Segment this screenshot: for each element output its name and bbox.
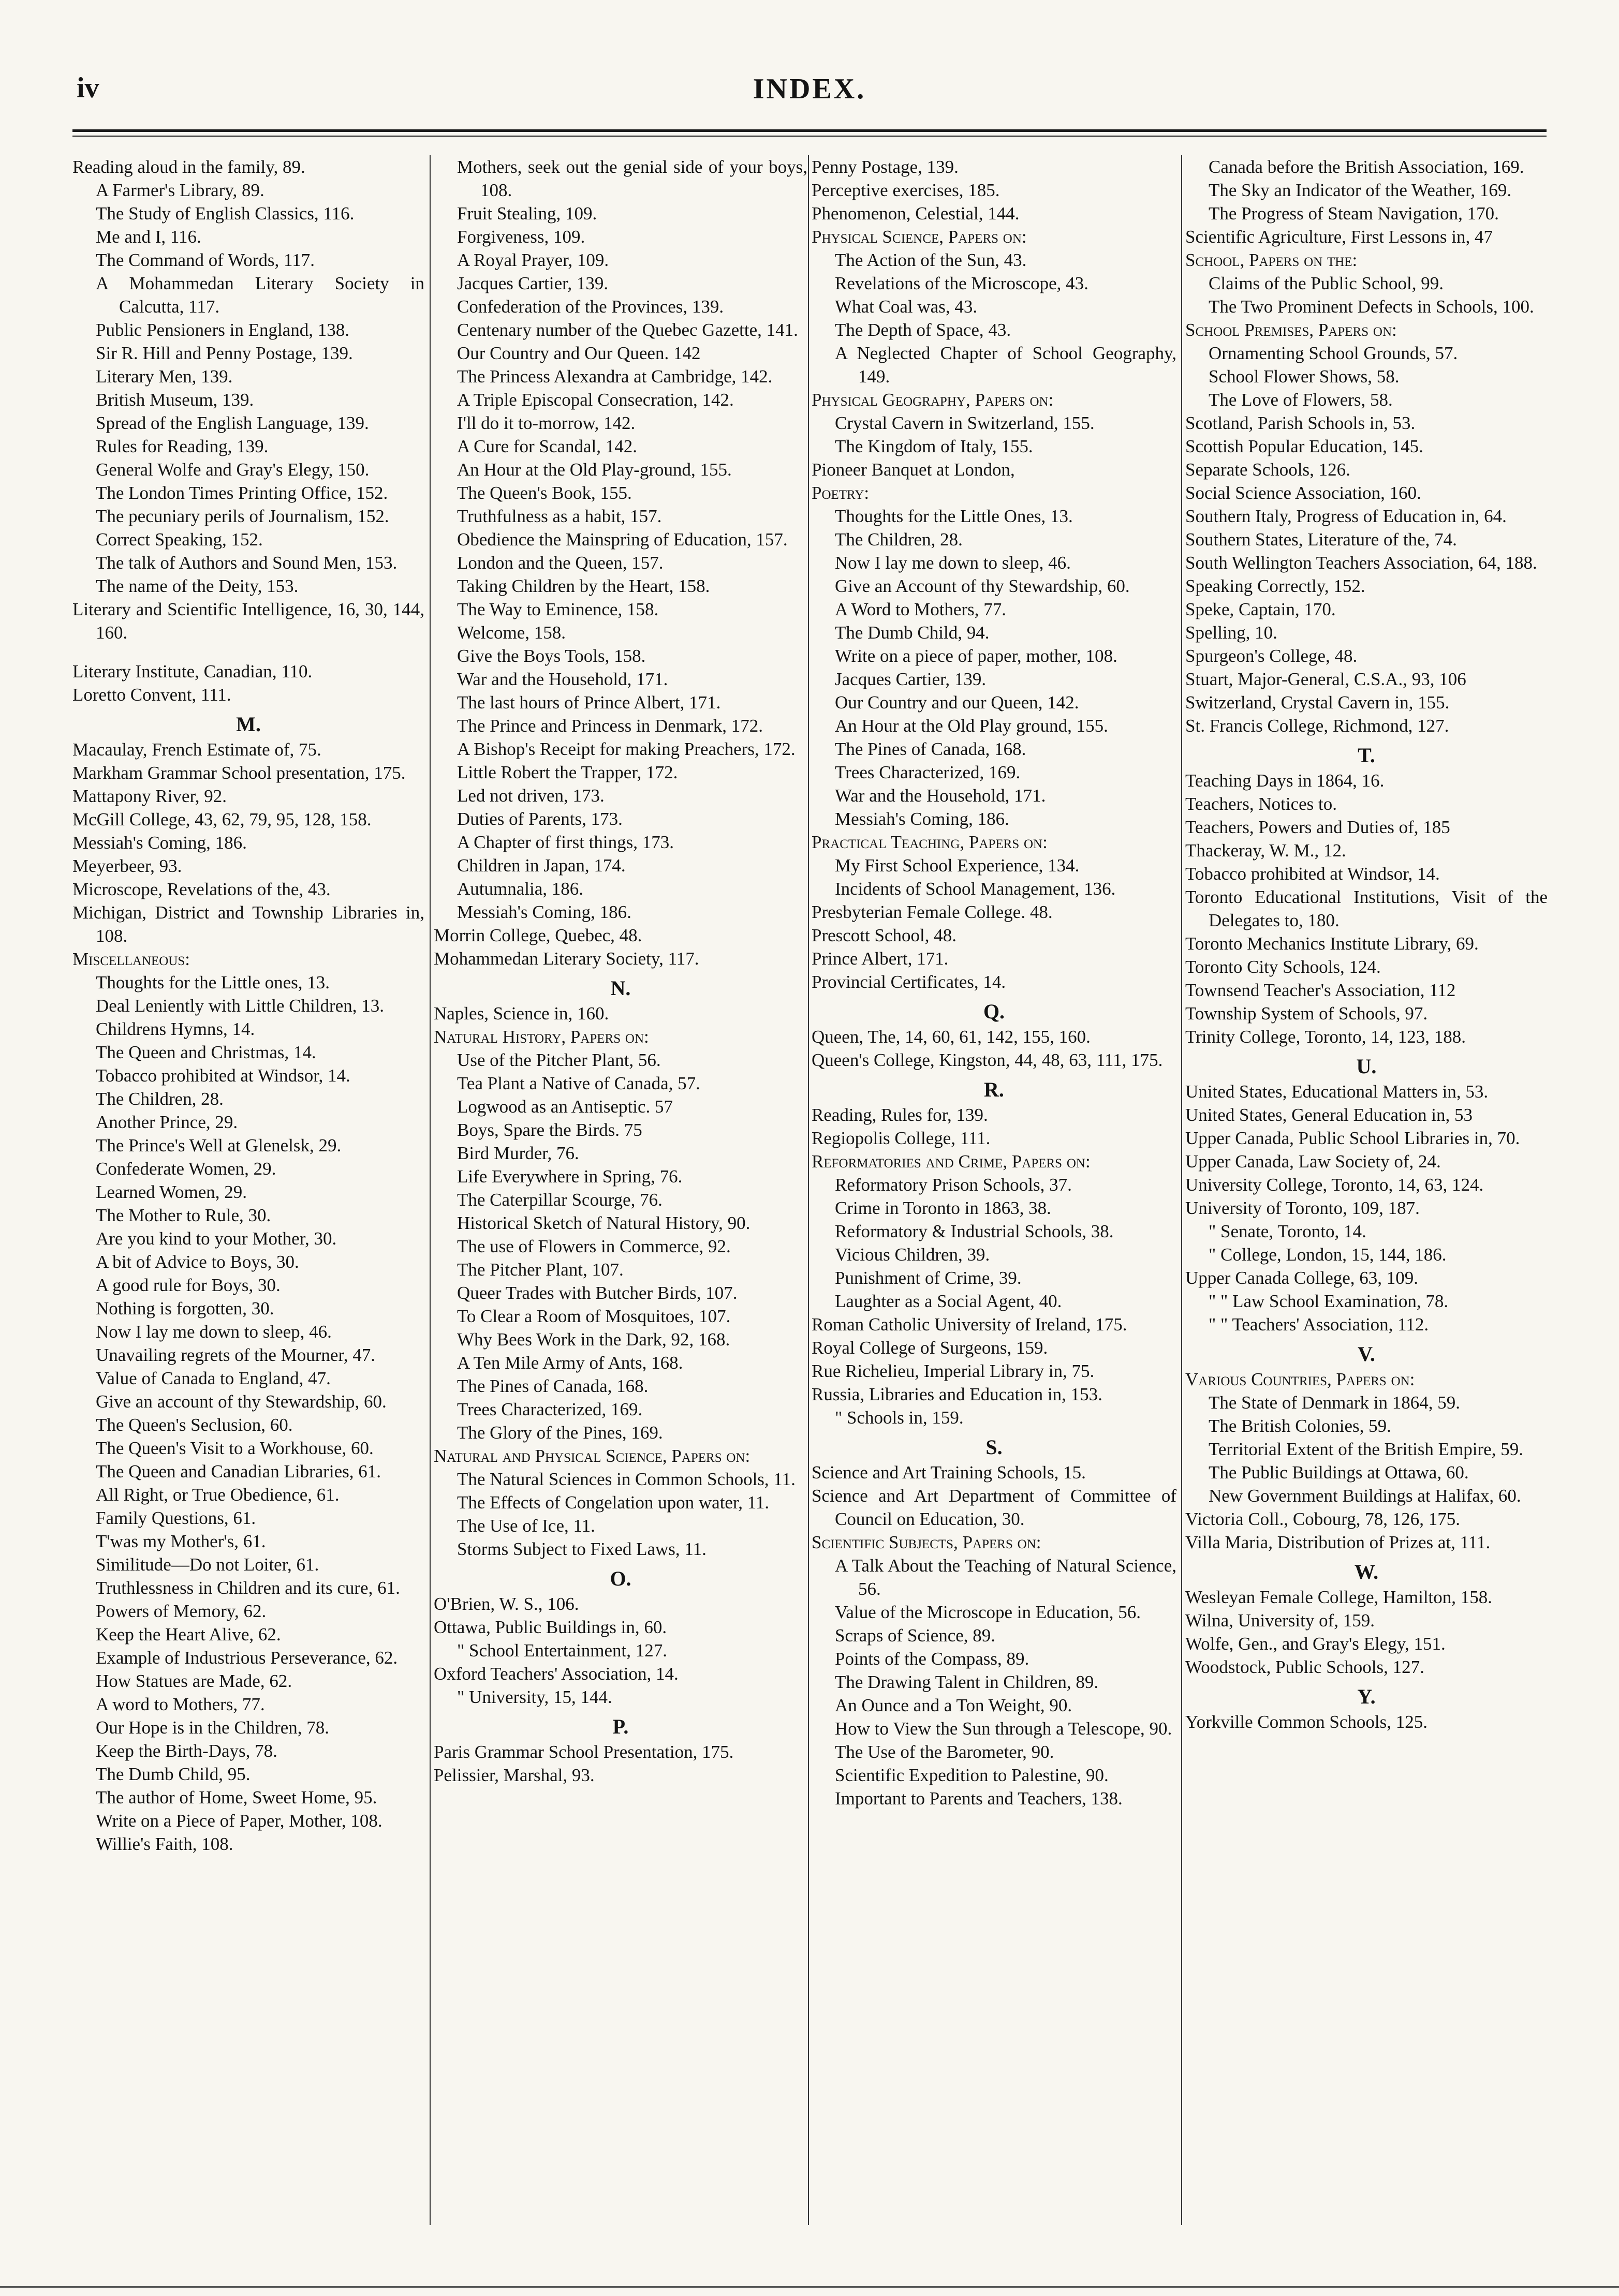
index-subentry: The Queen and Christmas, 14. [96,1042,316,1062]
index-entry: McGill College, 43, 62, 79, 95, 128, 158. [72,809,372,829]
index-subentry: Willie's Faith, 108. [96,1834,233,1854]
index-subentry: Important to Parents and Teachers, 138. [835,1788,1123,1809]
index-subentry: The Dumb Child, 94. [835,623,990,643]
index-subentry: Family Questions, 61. [96,1508,256,1528]
index-subentry: All Right, or True Obedience, 61. [96,1485,340,1505]
index-entry: Upper Canada College, 63, 109. [1185,1268,1419,1288]
index-subentry: Autumnalia, 186. [457,879,583,899]
index-entry: Pioneer Banquet at London, [812,460,1015,480]
index-entry: Prince Albert, 171. [812,949,949,969]
index-entry: Thackeray, W. M., 12. [1185,840,1346,861]
index-subentry: New Government Buildings at Halifax, 60. [1209,1486,1521,1506]
index-subentry: Thoughts for the Little ones, 13. [96,972,330,993]
index-subentry: The Queen and Canadian Libraries, 61. [96,1461,381,1482]
index-subentry: Now I lay me down to sleep, 46. [96,1322,332,1342]
index-subentry: Duties of Parents, 173. [457,809,623,829]
index-subentry: An Hour at the Old Play ground, 155. [835,716,1108,736]
index-subentry: Points of the Compass, 89. [835,1649,1029,1669]
index-subentry: Laughter as a Social Agent, 40. [835,1291,1062,1311]
index-entry: Physical Science, Papers on: [812,227,1027,247]
index-entry: United States, General Education in, 53 [1185,1105,1473,1125]
index-subentry: Claims of the Public School, 99. [1209,273,1444,293]
index-entry: Woodstock, Public Schools, 127. [1185,1657,1424,1677]
index-subentry: Historical Sketch of Natural History, 90. [457,1213,750,1233]
section-letter-heading: M. [236,713,261,736]
section-letter-heading: W. [1354,1560,1379,1583]
index-entry: Literary and Scientific Intelligence, 16, 30, 144, 160. [72,599,424,643]
index-subentry: Use of the Pitcher Plant, 56. [457,1050,661,1070]
index-subentry: School Flower Shows, 58. [1209,366,1400,387]
index-subentry: Scraps of Science, 89. [835,1625,996,1646]
index-entry: Spelling, 10. [1185,623,1277,643]
index-subentry: " " Teachers' Association, 112. [1209,1314,1429,1335]
index-entry: Toronto Educational Institutions, Visit of the Delegates to, 180. [1185,887,1548,930]
index-subentry: The Queen's Visit to a Workhouse, 60. [96,1438,374,1458]
index-entry: Messiah's Coming, 186. [72,833,247,853]
index-entry: Victoria Coll., Cobourg, 78, 126, 175. [1185,1509,1460,1529]
index-subentry: Correct Speaking, 152. [96,529,263,550]
page-title: INDEX. [753,73,866,105]
index-entry: Science and Art Department of Committee of Council on Education, 30. [812,1486,1176,1529]
index-subentry: The author of Home, Sweet Home, 95. [96,1787,377,1808]
index-subentry: Incidents of School Management, 136. [835,879,1116,899]
index-subentry: Example of Industrious Perseverance, 62. [96,1648,398,1668]
index-subentry: The Pines of Canada, 168. [835,739,1026,759]
index-entry: Regiopolis College, 111. [812,1128,991,1148]
index-entry: Wilna, University of, 159. [1185,1610,1375,1631]
index-entry: St. Francis College, Richmond, 127. [1185,716,1449,736]
index-subentry: The talk of Authors and Sound Men, 153. [96,553,398,573]
index-entry: Science and Art Training Schools, 15. [812,1462,1086,1483]
index-subentry: The pecuniary perils of Journalism, 152. [96,506,389,526]
index-entry: Physical Geography, Papers on: [812,390,1054,410]
index-subentry: Centenary number of the Quebec Gazette, 141. [457,320,798,340]
index-entry: Stuart, Major-General, C.S.A., 93, 106 [1185,669,1466,689]
index-subentry: A word to Mothers, 77. [96,1694,265,1714]
index-subentry: Me and I, 116. [96,227,201,247]
index-entry: Russia, Libraries and Education in, 153. [812,1384,1102,1404]
index-entry: Separate Schools, 126. [1185,460,1350,480]
index-entry: South Wellington Teachers Association, 64, 188. [1185,553,1537,573]
index-entry: Microscope, Revelations of the, 43. [72,879,331,899]
header-rule-thick [72,129,1547,132]
index-subentry: Confederate Women, 29. [96,1159,276,1179]
index-entry: Queen, The, 14, 60, 61, 142, 155, 160. [812,1027,1091,1047]
index-entry: Toronto City Schools, 124. [1185,957,1381,977]
index-subentry: Our Country and our Queen, 142. [835,692,1079,713]
index-subentry: I'll do it to-morrow, 142. [457,413,636,433]
index-subentry: A Royal Prayer, 109. [457,250,609,270]
index-entry: Oxford Teachers' Association, 14. [434,1664,679,1684]
index-subentry: Bird Murder, 76. [457,1143,579,1163]
index-entry: Townsend Teacher's Association, 112 [1185,980,1456,1000]
index-entry: Speaking Correctly, 152. [1185,576,1365,596]
index-subentry: The Caterpillar Scourge, 76. [457,1190,663,1210]
index-column-1 [72,155,424,2225]
index-subentry: Trees Characterized, 169. [835,762,1021,782]
index-subentry: The Prince and Princess in Denmark, 172. [457,716,763,736]
index-subentry: Ornamenting School Grounds, 57. [1209,343,1458,363]
index-subentry: The Glory of the Pines, 169. [457,1423,663,1443]
index-subentry: A Farmer's Library, 89. [96,180,264,200]
index-subentry: Truthfulness as a habit, 157. [457,506,662,526]
index-subentry: " Schools in, 159. [835,1408,964,1428]
index-entry: Southern Italy, Progress of Education in, 64. [1185,506,1507,526]
index-subentry: Spread of the English Language, 139. [96,413,369,433]
index-entry: Miscellaneous: [72,949,190,969]
index-subentry: " University, 15, 144. [457,1687,612,1707]
index-subentry: Value of Canada to England, 47. [96,1368,331,1388]
index-subentry: The State of Denmark in 1864, 59. [1209,1393,1461,1413]
index-entry: Provincial Certificates, 14. [812,972,1006,992]
index-subentry: Taking Children by the Heart, 158. [457,576,710,596]
index-subentry: Write on a piece of paper, mother, 108. [835,646,1117,666]
index-subentry: The Kingdom of Italy, 155. [835,436,1033,456]
index-subentry: A Talk About the Teaching of Natural Science, 56. [835,1556,1176,1599]
index-subentry: What Coal was, 43. [835,297,978,317]
index-subentry: A Neglected Chapter of School Geography, 149. [835,343,1176,387]
section-letter-heading: N. [610,976,631,1000]
index-entry: School Premises, Papers on: [1185,320,1397,340]
index-subentry: Vicious Children, 39. [835,1245,990,1265]
index-entry: Rue Richelieu, Imperial Library in, 75. [812,1361,1095,1381]
index-entry: Mattapony River, 92. [72,786,227,806]
index-subentry: Scientific Expedition to Palestine, 90. [835,1765,1109,1785]
index-subentry: The Progress of Steam Navigation, 170. [1209,203,1499,224]
index-entry: Literary Institute, Canadian, 110. [72,661,313,682]
index-subentry: An Ounce and a Ton Weight, 90. [835,1695,1072,1715]
index-entry: Poetry: [812,483,870,503]
index-subentry: London and the Queen, 157. [457,553,664,573]
header-rule-thin [72,136,1547,137]
index-subentry: Write on a Piece of Paper, Mother, 108. [96,1811,382,1831]
section-letter-heading: O. [610,1567,631,1590]
index-subentry: Sir R. Hill and Penny Postage, 139. [96,343,353,363]
index-entry: Scottish Popular Education, 145. [1185,436,1423,456]
index-entry: Teaching Days in 1864, 16. [1185,771,1385,791]
index-subentry: Give the Boys Tools, 158. [457,646,646,666]
index-subentry: A Chapter of first things, 173. [457,832,674,852]
index-subentry: " School Entertainment, 127. [457,1640,668,1661]
index-entry: Tobacco prohibited at Windsor, 14. [1185,864,1440,884]
index-entry: Reading aloud in the family, 89. [72,157,305,177]
index-subentry: Our Country and Our Queen. 142 [457,343,701,363]
index-entry: Roman Catholic University of Ireland, 175. [812,1314,1127,1335]
index-subentry: Thoughts for the Little Ones, 13. [835,506,1073,526]
index-subentry: The Dumb Child, 95. [96,1764,251,1784]
bottom-rule [0,2286,1619,2288]
index-subentry: The Mother to Rule, 30. [96,1205,271,1225]
index-entry: Upper Canada, Law Society of, 24. [1185,1151,1441,1172]
index-subentry: The last hours of Prince Albert, 171. [457,692,721,713]
index-entry: Queen's College, Kingston, 44, 48, 63, 111, 175. [812,1050,1163,1070]
index-subentry: A Triple Episcopal Consecration, 142. [457,390,734,410]
index-subentry: Rules for Reading, 139. [96,436,269,456]
index-subentry: War and the Household, 171. [835,786,1046,806]
index-entry: Southern States, Literature of the, 74. [1185,529,1457,550]
index-subentry: Territorial Extent of the British Empire, 59. [1209,1439,1523,1459]
index-entry: Paris Grammar School Presentation, 175. [434,1742,734,1762]
index-subentry: Confederation of the Provinces, 139. [457,297,724,317]
index-subentry: Reformatory & Industrial Schools, 38. [835,1221,1114,1241]
index-subentry: A Cure for Scandal, 142. [457,436,637,456]
index-subentry: Give an account of thy Stewardship, 60. [96,1391,387,1412]
spacer [72,644,424,660]
index-subentry: Life Everywhere in Spring, 76. [457,1166,683,1187]
index-entry: Scientific Agriculture, First Lessons in, 47 [1185,227,1493,247]
index-entry: Upper Canada, Public School Libraries in, 70. [1185,1128,1520,1148]
index-subentry: How to View the Sun through a Telescope, 90. [835,1719,1172,1739]
index-subentry: A bit of Advice to Boys, 30. [96,1252,299,1272]
column-separator [808,155,809,2225]
index-subentry: Messiah's Coming, 186. [457,902,631,922]
index-subentry: The Two Prominent Defects in Schools, 100. [1209,297,1534,317]
index-subentry: Give an Account of thy Stewardship, 60. [835,576,1130,596]
index-subentry: Forgiveness, 109. [457,227,585,247]
index-entry: Township System of Schools, 97. [1185,1003,1428,1024]
index-subentry: General Wolfe and Gray's Elegy, 150. [96,460,370,480]
section-letter-heading: Q. [983,1000,1005,1023]
section-letter-heading: R. [984,1078,1004,1101]
index-entry: Reformatories and Crime, Papers on: [812,1151,1091,1172]
index-subentry: The London Times Printing Office, 152. [96,483,388,503]
index-entry: Scotland, Parish Schools in, 53. [1185,413,1416,433]
index-subentry: Storms Subject to Fixed Laws, 11. [457,1539,707,1559]
index-entry: Toronto Mechanics Institute Library, 69. [1185,934,1479,954]
index-subentry: A Word to Mothers, 77. [835,599,1006,619]
index-subentry: Led not driven, 173. [457,786,605,806]
index-column-3 [812,155,1176,2225]
index-subentry: The Study of English Classics, 116. [96,203,355,224]
index-subentry: A Ten Mile Army of Ants, 168. [457,1353,683,1373]
index-subentry: War and the Household, 171. [457,669,668,689]
index-subentry: The Queen's Book, 155. [457,483,632,503]
index-subentry: " College, London, 15, 144, 186. [1209,1245,1447,1265]
column-separator [430,155,431,2225]
index-entry: Michigan, District and Township Libraries in, 108. [72,902,424,946]
index-entry: Villa Maria, Distribution of Prizes at, 111. [1185,1532,1491,1552]
index-entry: Natural and Physical Science, Papers on: [434,1446,750,1466]
index-entry: Royal College of Surgeons, 159. [812,1338,1048,1358]
index-entry: Various Countries, Papers on: [1185,1369,1415,1389]
index-subentry: Public Pensioners in England, 138. [96,320,349,340]
index-entry: Meyerbeer, 93. [72,856,182,876]
index-subentry: Childrens Hymns, 14. [96,1019,255,1039]
index-entry: Scientific Subjects, Papers on: [812,1532,1041,1552]
index-entry: Ottawa, Public Buildings in, 60. [434,1617,667,1637]
index-entry: Wesleyan Female College, Hamilton, 158. [1185,1587,1493,1607]
index-subentry: Why Bees Work in the Dark, 92, 168. [457,1329,730,1350]
index-subentry: Now I lay me down to sleep, 46. [835,553,1071,573]
index-column-2 [434,155,807,2225]
index-subentry: Nothing is forgotten, 30. [96,1298,274,1319]
index-subentry: The Sky an Indicator of the Weather, 169. [1209,180,1512,200]
index-subentry: The Prince's Well at Glenelsk, 29. [96,1135,342,1156]
index-entry: Mohammedan Literary Society, 117. [434,949,699,969]
index-subentry: Tobacco prohibited at Windsor, 14. [96,1065,350,1086]
index-subentry: Boys, Spare the Birds. 75 [457,1120,642,1140]
index-subentry: The Depth of Space, 43. [835,320,1011,340]
index-subentry: Our Hope is in the Children, 78. [96,1717,330,1738]
section-letter-heading: Y. [1357,1685,1376,1708]
index-subentry: Keep the Heart Alive, 62. [96,1624,281,1645]
index-entry: University of Toronto, 109, 187. [1185,1198,1420,1218]
index-subentry: British Museum, 139. [96,390,254,410]
index-entry: Spurgeon's College, 48. [1185,646,1358,666]
index-subentry: The Use of Ice, 11. [457,1516,595,1536]
index-subentry: The Public Buildings at Ottawa, 60. [1209,1462,1469,1483]
index-entry: Teachers, Powers and Duties of, 185 [1185,817,1450,837]
index-column-4 [1185,155,1548,2225]
index-subentry: Truthlessness in Children and its cure, 61. [96,1578,400,1598]
section-letter-heading: S. [985,1435,1003,1459]
index-entry: United States, Educational Matters in, 53. [1185,1082,1489,1102]
index-subentry: The Way to Eminence, 158. [457,599,659,619]
index-entry: Markham Grammar School presentation, 175. [72,763,406,783]
index-entry: Prescott School, 48. [812,925,956,945]
index-entry: Reading, Rules for, 139. [812,1105,988,1125]
index-subentry: Crime in Toronto in 1863, 38. [835,1198,1051,1218]
index-subentry: An Hour at the Old Play-ground, 155. [457,460,732,480]
page-number: iv [77,72,99,104]
index-entry: Morrin College, Quebec, 48. [434,925,642,945]
index-entry: Practical Teaching, Papers on: [812,832,1048,852]
index-entry: Switzerland, Crystal Cavern in, 155. [1185,692,1450,713]
index-subentry: Value of the Microscope in Education, 56. [835,1602,1141,1622]
index-entry: Natural History, Papers on: [434,1027,649,1047]
index-subentry: Tea Plant a Native of Canada, 57. [457,1073,700,1093]
index-subentry: The Children, 28. [96,1089,224,1109]
index-subentry: Keep the Birth-Days, 78. [96,1741,277,1761]
index-entry: Trinity College, Toronto, 14, 123, 188. [1185,1027,1466,1047]
index-subentry: The Natural Sciences in Common Schools, 11. [457,1469,796,1489]
index-subentry: Canada before the British Association, 169. [1209,157,1524,177]
index-subentry: Logwood as an Antiseptic. 57 [457,1097,673,1117]
index-subentry: The Children, 28. [835,529,963,550]
index-entry: Presbyterian Female College. 48. [812,902,1053,922]
column-separator [1181,155,1182,2225]
index-subentry: Trees Characterized, 169. [457,1399,643,1419]
section-letter-heading: U. [1356,1055,1377,1078]
section-letter-heading: V. [1358,1342,1375,1366]
index-subentry: The British Colonies, 59. [1209,1416,1391,1436]
index-subentry: Jacques Cartier, 139. [835,669,987,689]
index-subentry: Punishment of Crime, 39. [835,1268,1022,1288]
index-subentry: Children in Japan, 174. [457,855,626,876]
index-subentry: A good rule for Boys, 30. [96,1275,281,1295]
index-entry: Yorkville Common Schools, 125. [1185,1712,1428,1732]
index-subentry: How Statues are Made, 62. [96,1671,292,1691]
index-subentry: The name of the Deity, 153. [96,576,299,596]
index-subentry: A Mohammedan Literary Society in Calcutta, 117. [96,273,424,317]
index-subentry: The use of Flowers in Commerce, 92. [457,1236,731,1256]
index-subentry: Welcome, 158. [457,623,566,643]
index-entry: Pelissier, Marshal, 93. [434,1765,595,1785]
index-entry: Penny Postage, 139. [812,157,959,177]
index-subentry: The Love of Flowers, 58. [1209,390,1393,410]
index-subentry: Fruit Stealing, 109. [457,203,597,224]
index-subentry: Little Robert the Trapper, 172. [457,762,678,782]
index-subentry: The Princess Alexandra at Cambridge, 142. [457,366,773,387]
index-subentry: " Senate, Toronto, 14. [1209,1221,1366,1241]
index-subentry: Queer Trades with Butcher Birds, 107. [457,1283,738,1303]
index-entry: Teachers, Notices to. [1185,794,1337,814]
index-entry: Social Science Association, 160. [1185,483,1421,503]
index-subentry: Learned Women, 29. [96,1182,247,1202]
index-subentry: Unavailing regrets of the Mourner, 47. [96,1345,375,1365]
index-subentry: The Effects of Congelation upon water, 11. [457,1492,770,1513]
index-entry: Wolfe, Gen., and Gray's Elegy, 151. [1185,1634,1446,1654]
index-subentry: Messiah's Coming, 186. [835,809,1009,829]
index-subentry: Powers of Memory, 62. [96,1601,267,1621]
index-subentry: To Clear a Room of Mosquitoes, 107. [457,1306,731,1326]
index-subentry: Are you kind to your Mother, 30. [96,1228,337,1249]
index-entry: Phenomenon, Celestial, 144. [812,203,1020,224]
index-subentry: Another Prince, 29. [96,1112,238,1132]
index-subentry: T'was my Mother's, 61. [96,1531,266,1551]
section-letter-heading: P. [612,1715,629,1738]
index-entry: O'Brien, W. S., 106. [434,1594,579,1614]
index-subentry: Literary Men, 139. [96,366,233,387]
section-letter-heading: T. [1358,744,1375,767]
index-subentry: Revelations of the Microscope, 43. [835,273,1088,293]
index-subentry: My First School Experience, 134. [835,855,1080,876]
index-subentry: The Pines of Canada, 168. [457,1376,649,1396]
index-subentry: Similitude—Do not Loiter, 61. [96,1554,319,1575]
index-subentry: The Pitcher Plant, 107. [457,1260,624,1280]
index-subentry: The Queen's Seclusion, 60. [96,1415,293,1435]
index-entry: University College, Toronto, 14, 63, 124. [1185,1175,1484,1195]
index-subentry: Reformatory Prison Schools, 37. [835,1175,1072,1195]
index-subentry: The Command of Words, 117. [96,250,315,270]
index-subentry: A Bishop's Receipt for making Preachers, 172. [457,739,796,759]
index-entry: Naples, Science in, 160. [434,1003,609,1024]
index-subentry: " " Law School Examination, 78. [1209,1291,1449,1311]
index-subentry: Mothers, seek out the genial side of your boys, 108. [457,157,807,200]
index-subentry: The Use of the Barometer, 90. [835,1742,1054,1762]
index-subentry: The Drawing Talent in Children, 89. [835,1672,1099,1692]
index-entry: Macaulay, French Estimate of, 75. [72,739,321,760]
index-subentry: The Action of the Sun, 43. [835,250,1027,270]
index-subentry: Jacques Cartier, 139. [457,273,609,293]
index-subentry: Obedience the Mainspring of Education, 157. [457,529,788,550]
index-subentry: Crystal Cavern in Switzerland, 155. [835,413,1095,433]
index-subentry: Deal Leniently with Little Children, 13. [96,996,384,1016]
index-entry: Speke, Captain, 170. [1185,599,1336,619]
index-entry: School, Papers on the: [1185,250,1358,270]
index-entry: Loretto Convent, 111. [72,685,231,705]
index-entry: Perceptive exercises, 185. [812,180,1000,200]
